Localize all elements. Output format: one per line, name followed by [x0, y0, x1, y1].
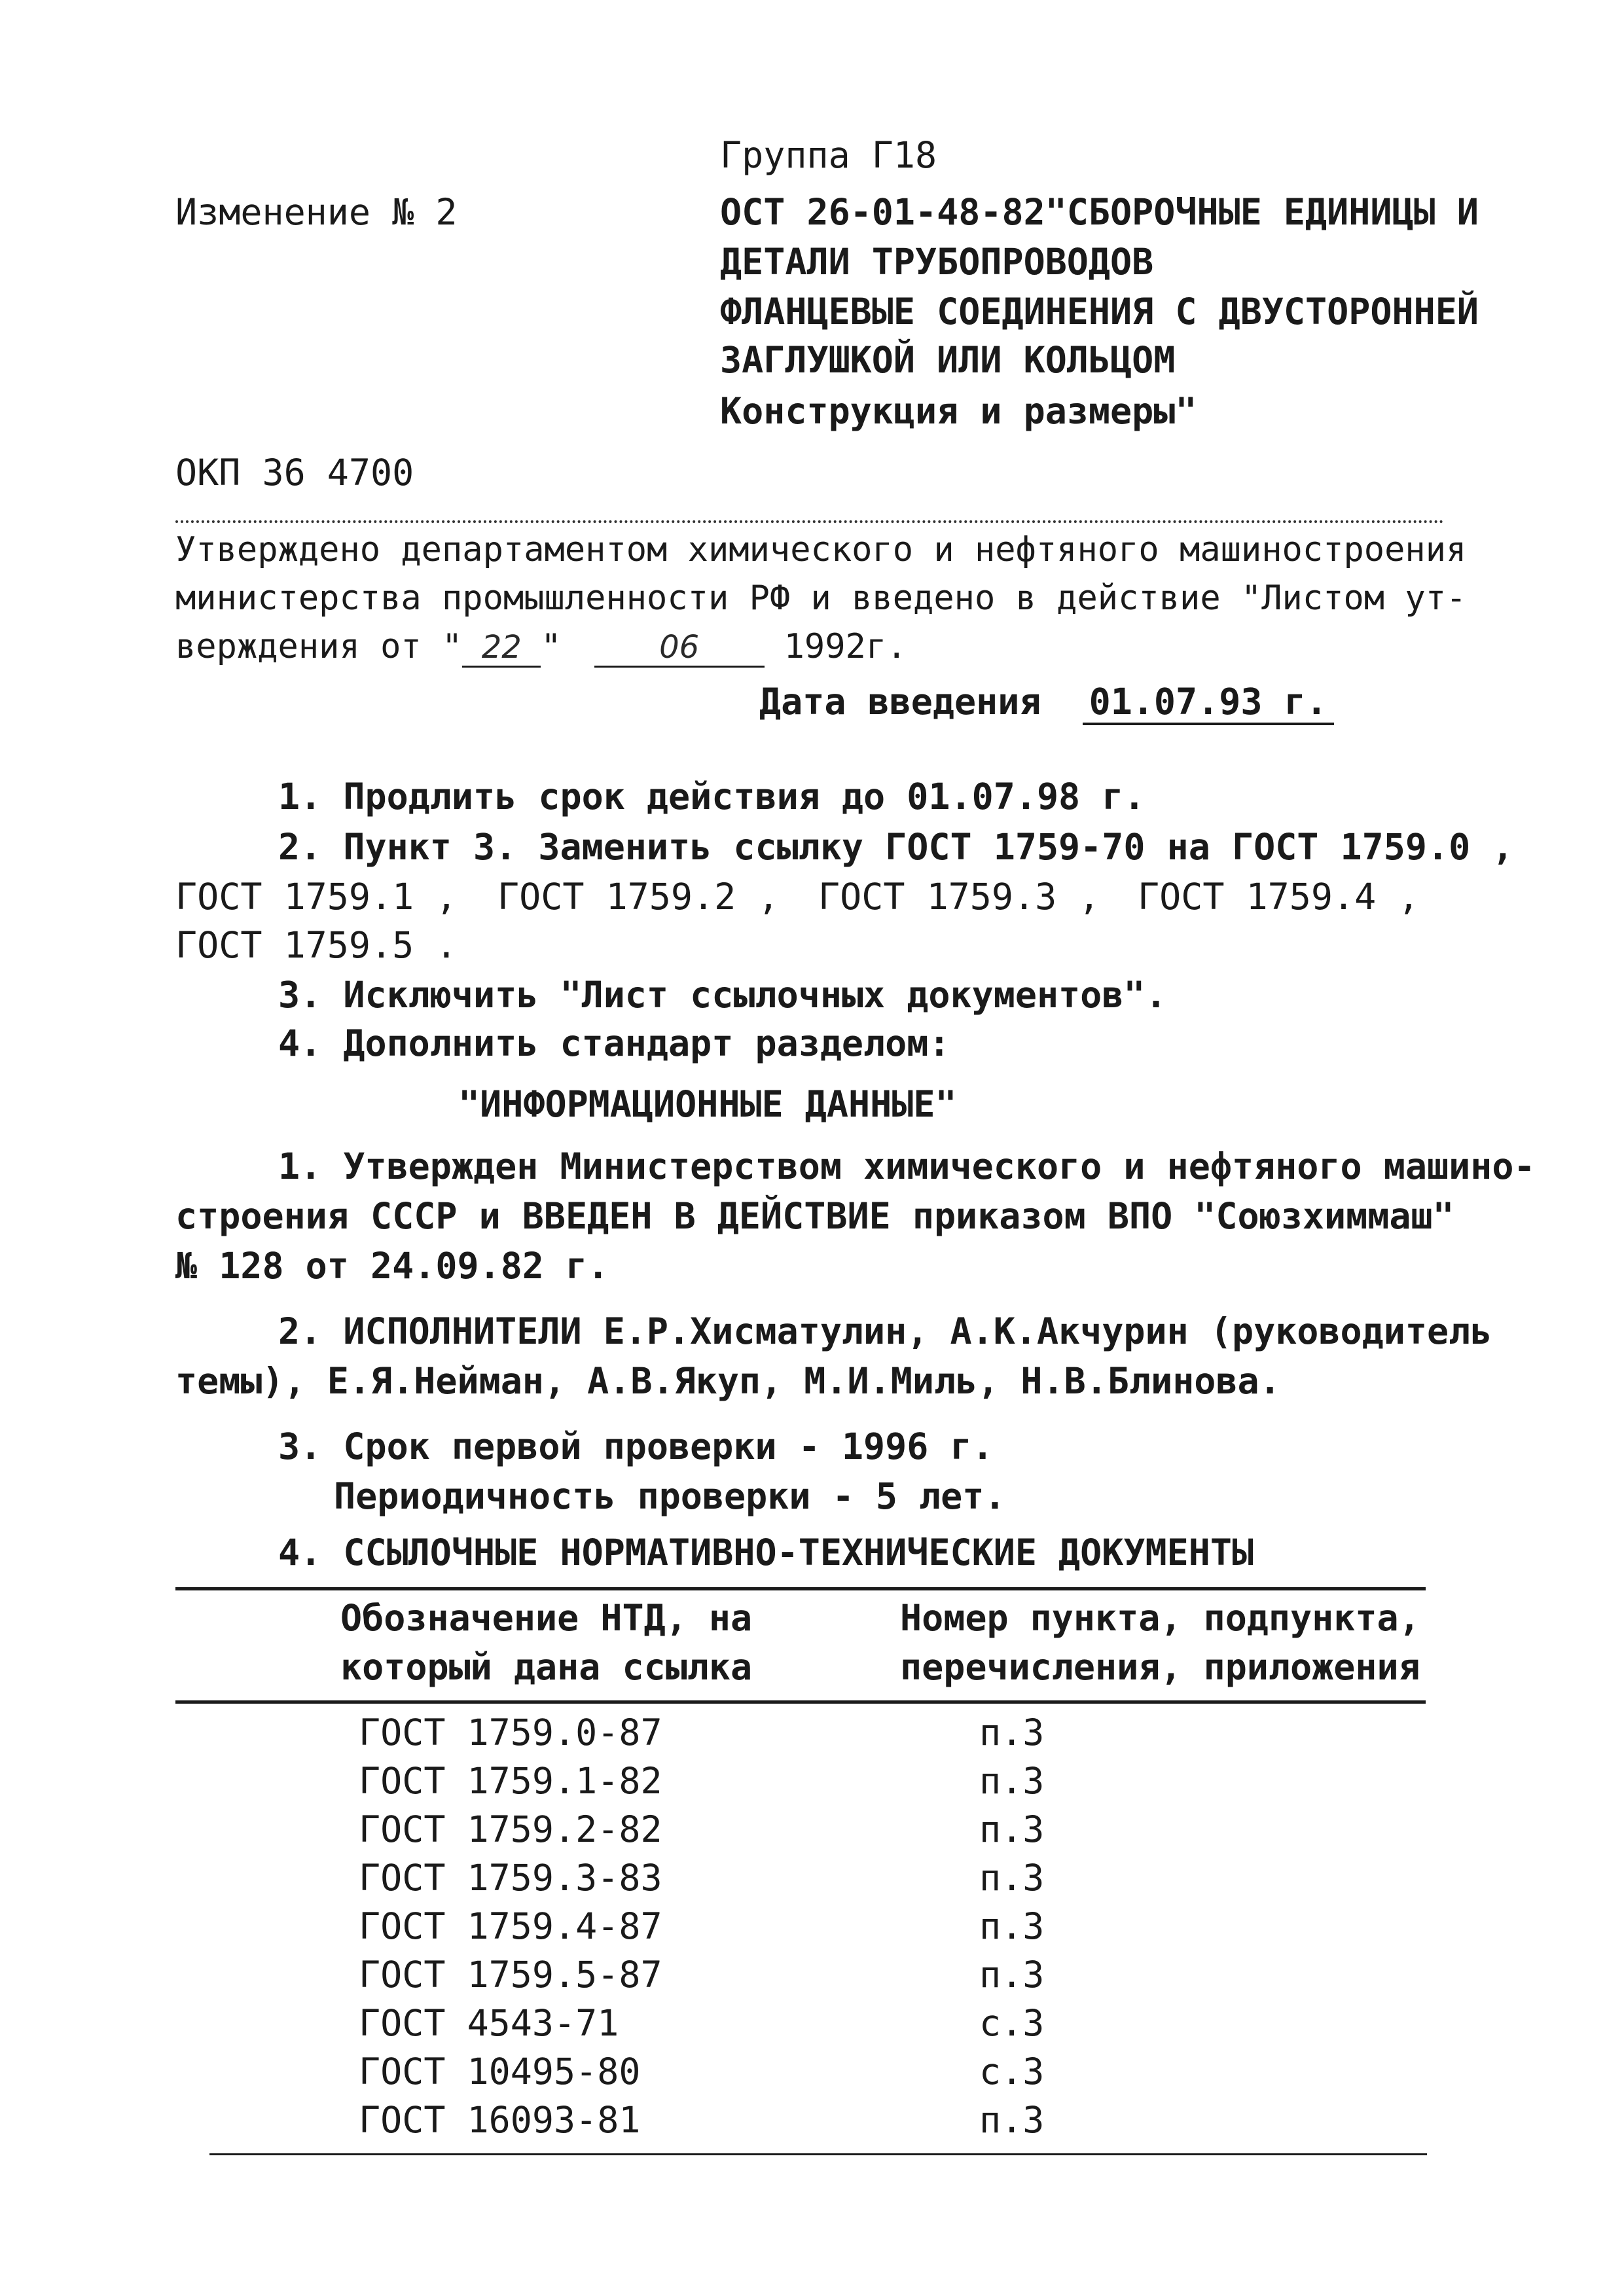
table-cell-ref: п.3 — [979, 1808, 1045, 1850]
info-heading: "ИНФОРМАЦИОННЫЕ ДАННЫЕ" — [458, 1083, 957, 1125]
item-4: 4. Дополнить стандарт разделом: — [278, 1022, 950, 1064]
item-2-line-1: 2. Пункт 3. Заменить ссылку ГОСТ 1759-70 на ГОСТ 1759.0 , — [278, 826, 1514, 868]
header-divider — [175, 520, 1444, 523]
info-p1-line-3: № 128 от 24.09.82 г. — [175, 1245, 609, 1287]
table-row — [175, 2099, 1419, 2147]
standard-title-line-5: Конструкция и размеры" — [720, 390, 1197, 432]
item-2-line-3: ГОСТ 1759.5 . — [175, 924, 458, 966]
info-p4: 4. ССЫЛОЧНЫЕ НОРМАТИВНО-ТЕХНИЧЕСКИЕ ДОКУМЕНТЫ — [278, 1532, 1254, 1573]
table-row — [175, 1808, 1419, 1857]
item-3: 3. Исключить "Лист ссылочных документов". — [278, 974, 1167, 1016]
table-cell-ref: п.3 — [979, 1857, 1045, 1899]
table-row — [175, 1760, 1419, 1808]
effective-date-label: Дата введения — [759, 681, 1041, 723]
table-cell-ref: п.3 — [979, 1760, 1045, 1802]
table-row — [175, 1905, 1419, 1954]
table-col2-header-line-1: Номер пункта, подпункта, — [900, 1597, 1420, 1639]
table-row — [175, 1857, 1419, 1905]
standard-title-line-1: ОСТ 26-01-48-82"СБОРОЧНЫЕ ЕДИНИЦЫ И — [720, 191, 1479, 233]
table-cell-doc: ГОСТ 4543-71 — [359, 2002, 619, 2044]
info-p1-line-1: 1. Утвержден Министерством химического и нефтяного машино- — [278, 1145, 1536, 1187]
table-cell-doc: ГОСТ 1759.1-82 — [359, 1760, 662, 1802]
table-top-rule — [175, 1587, 1426, 1590]
table-cell-ref: с.3 — [979, 2051, 1045, 2092]
approval-month: 06 — [594, 629, 765, 668]
info-p2-line-1: 2. ИСПОЛНИТЕЛИ Е.Р.Хисматулин, А.К.Акчурин (руководитель — [278, 1310, 1492, 1352]
approval-year: 1992г. — [784, 627, 907, 666]
approval-day: 22 — [462, 629, 541, 668]
table-cell-doc: ГОСТ 1759.5-87 — [359, 1954, 662, 1996]
approval-line-2: министерства промышленности РФ и введено в действие "Листом ут- — [175, 579, 1467, 618]
item-2-ref-4: ГОСТ 1759.4 , — [1138, 876, 1420, 918]
table-cell-doc: ГОСТ 1759.2-82 — [359, 1808, 662, 1850]
table-row — [175, 1712, 1419, 1760]
table-cell-ref: п.3 — [979, 1905, 1045, 1947]
table-col1-header-line-1: Обозначение НТД, на — [340, 1597, 753, 1639]
standard-title-line-2: ДЕТАЛИ ТРУБОПРОВОДОВ — [720, 241, 1154, 283]
item-2-ref-1: ГОСТ 1759.1 , — [175, 876, 458, 918]
info-p3-line-2: Периодичность проверки - 5 лет. — [334, 1475, 1006, 1517]
table-cell-doc: ГОСТ 1759.0-87 — [359, 1712, 662, 1753]
table-cell-ref: п.3 — [979, 2099, 1045, 2141]
standard-title-line-4: ЗАГЛУШКОЙ ИЛИ КОЛЬЦОМ — [720, 339, 1176, 381]
table-bottom-rule — [209, 2153, 1427, 2155]
table-cell-doc: ГОСТ 1759.4-87 — [359, 1905, 662, 1947]
table-row — [175, 1954, 1419, 2002]
item-2-ref-3: ГОСТ 1759.3 , — [818, 876, 1100, 918]
table-cell-ref: п.3 — [979, 1954, 1045, 1996]
approval-line-3 — [175, 627, 907, 668]
approval-line-3-quote: " — [541, 627, 562, 666]
effective-date-value: 01.07.93 г. — [1083, 681, 1334, 725]
table-col2-header-line-2: перечисления, приложения — [900, 1646, 1420, 1688]
table-cell-doc: ГОСТ 1759.3-83 — [359, 1857, 662, 1899]
okp-code: ОКП 36 4700 — [175, 452, 414, 493]
table-cell-doc: ГОСТ 10495-80 — [359, 2051, 641, 2092]
standard-title-line-3: ФЛАНЦЕВЫЕ СОЕДИНЕНИЯ С ДВУСТОРОННЕЙ — [720, 291, 1479, 332]
approval-line-1: Утверждено департаментом химического и нефтяного машиностроения — [175, 530, 1467, 569]
table-header-rule — [175, 1700, 1426, 1704]
table-cell-ref: с.3 — [979, 2002, 1045, 2044]
table-row — [175, 2002, 1419, 2051]
table-cell-doc: ГОСТ 16093-81 — [359, 2099, 641, 2141]
item-2-ref-2: ГОСТ 1759.2 , — [497, 876, 780, 918]
approval-line-3-prefix: верждения от " — [175, 627, 463, 666]
info-p1-line-2: строения СССР и ВВЕДЕН В ДЕЙСТВИЕ приказом ВПО "Союзхиммаш" — [175, 1195, 1454, 1237]
group-label: Группа Г18 — [720, 134, 937, 176]
table-cell-ref: п.3 — [979, 1712, 1045, 1753]
change-label: Изменение № 2 — [175, 191, 458, 233]
item-1: 1. Продлить срок действия до 01.07.98 г. — [278, 776, 1146, 817]
table-col1-header-line-2: который дана ссылка — [340, 1646, 753, 1688]
effective-date — [759, 681, 1334, 725]
info-p2-line-2: темы), Е.Я.Нейман, А.В.Якуп, М.И.Миль, Н.В.Блинова. — [175, 1360, 1281, 1402]
info-p3-line-1: 3. Срок первой проверки - 1996 г. — [278, 1426, 994, 1467]
table-row — [175, 2051, 1419, 2099]
